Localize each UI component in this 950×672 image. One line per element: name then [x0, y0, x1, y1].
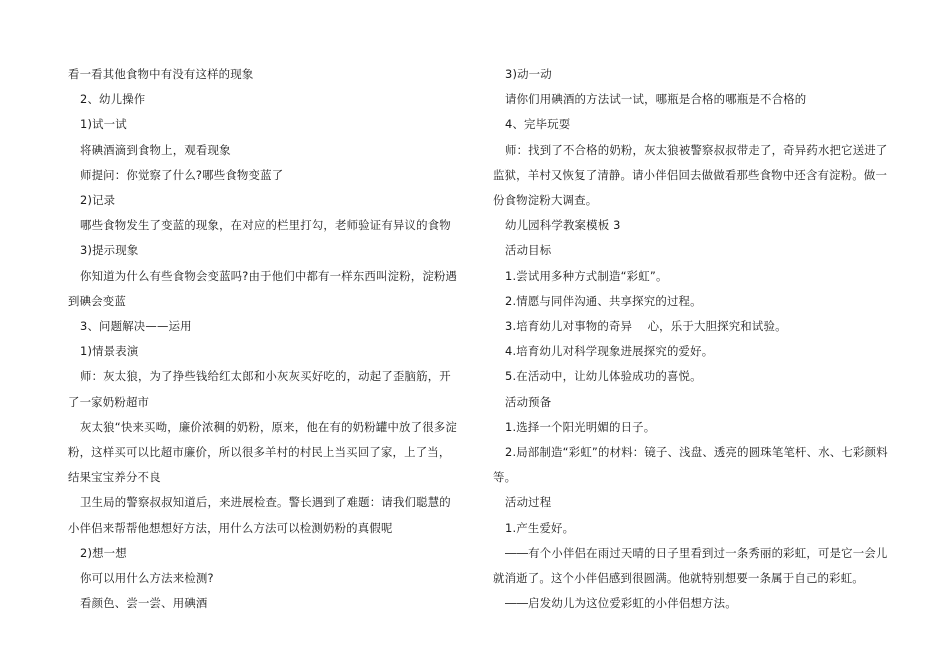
paragraph: 2)想一想	[80, 545, 127, 560]
paragraph: 请你们用碘酒的方法试一试，哪瓶是合格的哪瓶是不合格的	[505, 92, 807, 107]
right-column	[493, 62, 893, 616]
paragraph: 2.局部制造“彩虹”的材料：镜子、浅盘、透亮的圆珠笔笔杆、水、七彩颜料等。	[493, 445, 888, 485]
paragraph: 哪些食物发生了变蓝的现象，在对应的栏里打勾，老师验证有异议的食物	[80, 218, 451, 233]
paragraph: ――有个小伴侣在雨过天晴的日子里看到过一条秀丽的彩虹，可是它一会儿就消逝了。这个小伴侣感到很圆满。他就特别想要一条属于自己的彩虹。	[493, 545, 888, 586]
paragraph: 师提问：你觉察了什么?哪些食物变蓝了	[80, 167, 284, 182]
paragraph: 3)提示现象	[80, 243, 139, 258]
paragraph: 将碘酒滴到食物上，观看现象	[80, 142, 231, 157]
paragraph: 1)试一试	[80, 117, 127, 132]
left-column	[68, 62, 460, 616]
paragraph: 活动目标	[505, 243, 552, 258]
paragraph: 活动预备	[505, 394, 552, 409]
paragraph: 你可以用什么方法来检测?	[80, 571, 214, 586]
paragraph: 卫生局的警察叔叔知道后，来进展检查。警长遇到了难题：请我们聪慧的小伴侣来帮帮他想想好方法，用什么方法可以检测奶粉的真假呢	[68, 495, 451, 535]
paragraph: ――启发幼儿为这位爱彩虹的小伴侣想方法。	[505, 596, 737, 611]
paragraph: 1.尝试用多种方式制造“彩虹”。	[505, 268, 668, 283]
paragraph: 2)记录	[80, 193, 116, 208]
paragraph: 5.在活动中，让幼儿体验成功的喜悦。	[505, 369, 702, 384]
paragraph: 师：灰太狼，为了挣些钱给红太郎和小灰灰买好吃的，动起了歪脑筋，开了一家奶粉超市	[68, 369, 451, 409]
paragraph: 活动过程	[505, 495, 552, 510]
paragraph: 4.培育幼儿对科学现象进展探究的爱好。	[505, 344, 714, 359]
paragraph: 2.情愿与同伴沟通、共享探究的过程。	[505, 293, 702, 308]
paragraph: 2、幼儿操作	[80, 92, 146, 107]
paragraph: 1.选择一个阳光明媚的日子。	[505, 419, 656, 434]
paragraph: 师：找到了不合格的奶粉，灰太狼被警察叔叔带走了，奇异药水把它送进了监狱，羊村又恢复了清静。请小伴侣回去做做看那些食物中还含有淀粉。做一份食物淀粉大调查。	[493, 142, 888, 208]
paragraph: 1.产生爱好。	[505, 520, 575, 535]
paragraph: 你知道为什么有些食物会变蓝吗?由于他们中都有一样东西叫淀粉，淀粉遇到碘会变蓝	[68, 268, 458, 308]
paragraph: 3.培育幼儿对事物的奇异 心，乐于大胆探究和试验。	[505, 319, 787, 334]
paragraph: 看颜色、尝一尝、用碘酒	[80, 596, 208, 611]
paragraph: 灰太狼“快来买呦，廉价浓稠的奶粉，原来，他在有的奶粉罐中放了很多淀粉，这样买可以比超市廉价，所以很多羊村的村民上当买回了家，上了当，结果宝宝养分不良	[68, 419, 458, 485]
paragraph: 3)动一动	[505, 67, 552, 81]
paragraph: 1)情景表演	[80, 344, 139, 359]
paragraph: 看一看其他食物中有没有这样的现象	[68, 67, 254, 81]
paragraph: 3、问题解决——运用	[80, 319, 192, 334]
paragraph: 4、完毕玩耍	[505, 117, 571, 132]
paragraph: 幼儿园科学教案模板 3	[505, 218, 621, 233]
